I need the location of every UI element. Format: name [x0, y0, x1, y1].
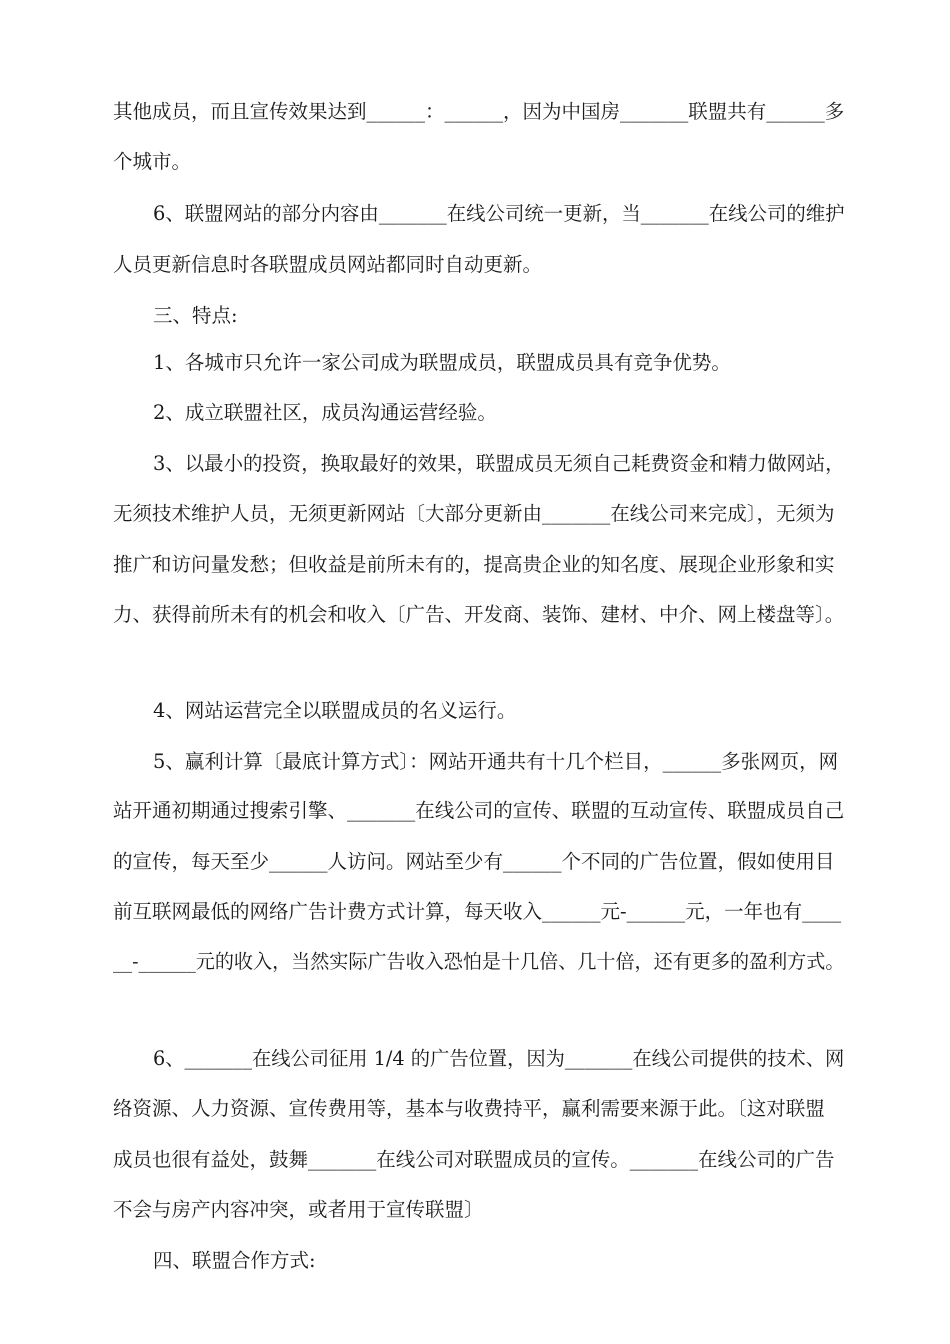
text-line: 络资源、人力资源、宣传费用等，基本与收费持平，赢利需要来源于此。〔这对联盟 [113, 1097, 825, 1120]
text-line: 的宣传，每天至少______人访问。网站至少有______个不同的广告位置，假如使用目 [113, 850, 835, 873]
text-line: 不会与房产内容冲突，或者用于宣传联盟〕 [113, 1198, 484, 1221]
text-line: 其他成员，而且宣传效果达到______：______，因为中国房_______联盟共有______多 [113, 100, 845, 123]
text-line: 无须技术维护人员，无须更新网站〔大部分更新由_______在线公司来完成〕，无须为 [113, 502, 835, 525]
text-line: 5、赢利计算〔最底计算方式〕：网站开通共有十几个栏目，______多张网页，网 [153, 750, 839, 773]
text-line: 推广和访问量发愁；但收益是前所未有的，提高贵企业的知名度、展现企业形象和实 [113, 553, 835, 576]
text-line: 6、_______在线公司征用 1/4 的广告位置，因为_______在线公司提供的技术、网 [153, 1047, 845, 1070]
section-heading: 四、联盟合作方式: [153, 1249, 316, 1272]
text-line: __-______元的收入，当然实际广告收入恐怕是十几倍、几十倍，还有更多的盈利方式。 [113, 951, 845, 973]
text-line: 1、各城市只允许一家公司成为联盟成员，联盟成员具有竞争优势。 [153, 351, 731, 374]
text-line: 6、联盟网站的部分内容由_______在线公司统一更新，当_______在线公司的维护 [153, 202, 845, 225]
text-line: 个城市。 [113, 150, 192, 173]
text-line: 4、网站运营完全以联盟成员的名义运行。 [153, 699, 517, 722]
text-line: 力、获得前所未有的机会和收入〔广告、开发商、装饰、建材、中介、网上楼盘等〕。 [113, 603, 845, 626]
text-line: 2、成立联盟社区，成员沟通运营经验。 [153, 401, 497, 424]
section-heading: 三、特点: [153, 304, 238, 327]
text-line: 成员也很有益处，鼓舞_______在线公司对联盟成员的宣传。_______在线公司的广告 [113, 1148, 835, 1171]
text-line: 前互联网最低的网络广告计费方式计算，每天收入______元-______元，一年也有____ [113, 900, 842, 923]
text-line: 3、以最小的投资，换取最好的效果，联盟成员无须自己耗费资金和精力做网站， [153, 452, 845, 475]
text-line: 人员更新信息时各联盟成员网站都同时自动更新。 [113, 253, 543, 276]
text-line: 站开通初期通过搜索引擎、_______在线公司的宣传、联盟的互动宣传、联盟成员自己 [113, 799, 845, 822]
